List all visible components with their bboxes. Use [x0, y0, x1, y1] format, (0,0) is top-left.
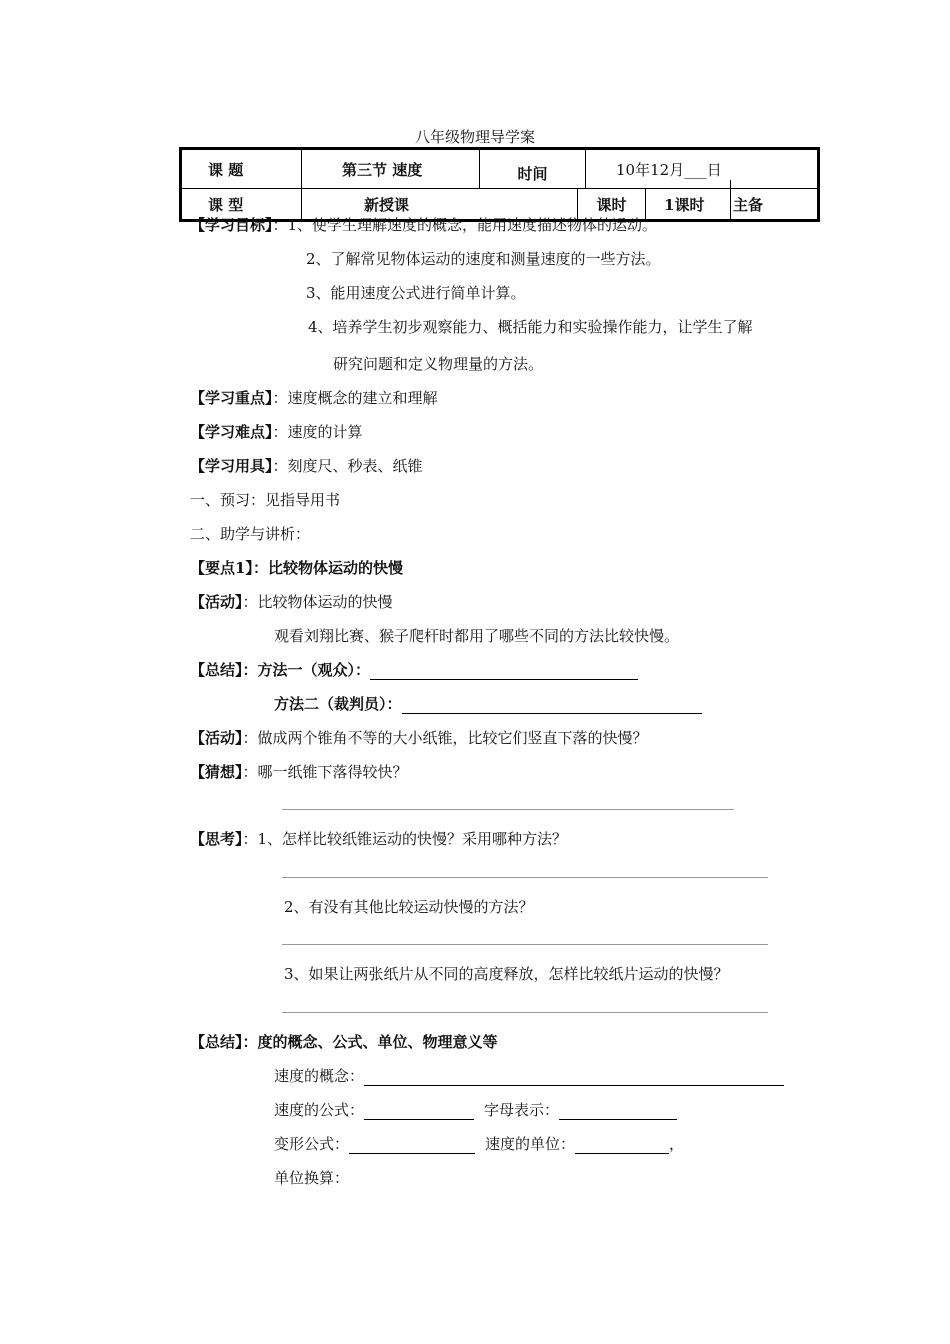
think-q1: 【思考】：1、怎样比较纸锥运动的快慢？采用哪种方法？ — [190, 830, 568, 848]
activity-1-sub: 观看刘翔比赛、猴子爬杆时都用了哪些不同的方法比较快慢。 — [274, 627, 680, 645]
guide-heading: 二、助学与讲析： — [190, 525, 311, 543]
time-label: 时间 — [480, 149, 586, 189]
variant-formula: 变形公式： 速度的单位： ， — [274, 1135, 685, 1153]
page-title: 八年级物理导学案 — [414, 128, 535, 146]
speed-concept-blank[interactable] — [364, 1069, 784, 1086]
goals-line-1: 【学习目标】：1、使学生理解速度的概念，能用速度描述物体的运动。 — [190, 216, 658, 234]
date-value: 10年12月___日 — [586, 149, 819, 189]
topic-label: 课 题 — [181, 149, 302, 189]
key-points: 【学习重点】：速度概念的建立和理解 — [190, 389, 438, 407]
preview: 一、预习：见指导用书 — [190, 491, 341, 509]
point-1: 【要点1】：比较物体运动的快慢 — [190, 559, 403, 577]
tools: 【学习用具】：刻度尺、秒表、纸锥 — [190, 457, 423, 475]
speed-formula: 速度的公式： 字母表示： — [274, 1099, 677, 1120]
difficulty: 【学习难点】：速度的计算 — [190, 423, 363, 441]
type-value: 新授课 — [302, 189, 578, 221]
guess-answer-line[interactable] — [282, 809, 734, 810]
think-q1-answer-line[interactable] — [282, 877, 768, 878]
variant-formula-blank[interactable] — [349, 1137, 475, 1154]
activity-2: 【活动】：做成两个锥角不等的大小纸锥，比较它们竖直下落的快慢？ — [190, 729, 648, 747]
period-label: 课时 — [578, 189, 646, 221]
speed-unit-blank[interactable] — [575, 1137, 669, 1154]
type-label: 课 型 — [181, 189, 302, 221]
activity-1: 【活动】：比较物体运动的快慢 — [190, 593, 393, 611]
goals-line-5: 研究问题和定义物理量的方法。 — [333, 355, 544, 373]
period-value: 1课时 — [646, 189, 731, 221]
goals-line-3: 3、能用速度公式进行简单计算。 — [306, 284, 526, 302]
summary-1-method-1: 【总结】：方法一（观众）： — [190, 659, 638, 680]
think-q3-answer-line[interactable] — [282, 1012, 768, 1013]
letters-blank[interactable] — [559, 1103, 677, 1120]
guess: 【猜想】：哪一纸锥下落得较快？ — [190, 763, 408, 781]
method-1-blank[interactable] — [370, 663, 638, 680]
topic-value: 第三节 速度 — [302, 149, 480, 189]
think-q3: 3、如果让两张纸片从不同的高度释放，怎样比较纸片运动的快慢？ — [284, 965, 729, 983]
goals-line-4: 4、培养学生初步观察能力、概括能力和实验操作能力，让学生了解 — [308, 318, 753, 336]
unit-conversion: 单位换算： — [274, 1169, 350, 1187]
think-q2: 2、有没有其他比较运动快慢的方法？ — [284, 898, 534, 916]
speed-formula-blank[interactable] — [364, 1103, 474, 1120]
prep-cell-divider — [730, 180, 732, 210]
summary-1-method-2: 方法二（裁判员）： — [274, 693, 702, 714]
summary-2: 【总结】：度的概念、公式、单位、物理意义等 — [190, 1033, 498, 1051]
think-q2-answer-line[interactable] — [282, 944, 768, 945]
speed-concept: 速度的概念： — [274, 1065, 784, 1086]
method-2-blank[interactable] — [402, 697, 702, 714]
goals-line-2: 2、了解常见物体运动的速度和测量速度的一些方法。 — [306, 250, 661, 268]
prep-label: 主备 — [731, 189, 819, 221]
header-table — [179, 147, 820, 222]
